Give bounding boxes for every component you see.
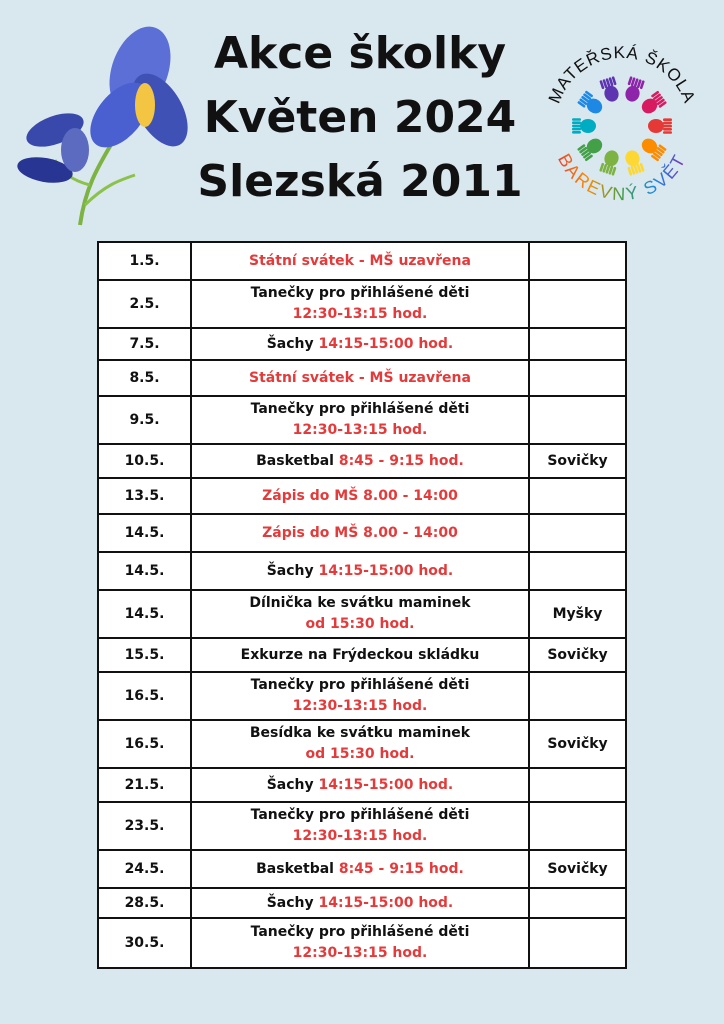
handprint-icons (572, 76, 672, 176)
svg-text:BAREVNÝ SVĚT (554, 150, 690, 204)
event-name: Tanečky pro přihlášené děti (250, 401, 470, 417)
table-row (98, 888, 626, 918)
event-group (529, 918, 626, 968)
event-name: Šachy (266, 335, 319, 352)
event-date: 16.5. (98, 672, 191, 720)
event-date: 14.5. (98, 552, 191, 590)
event-detail: 12:30-13:15 hod. (292, 945, 428, 961)
title-line-1: Akce školky (213, 28, 507, 79)
event-detail: Zápis do MŠ 8.00 - 14:00 (262, 524, 458, 541)
school-logo (538, 40, 706, 208)
event-detail: Státní svátek - MŠ uzavřena (249, 369, 471, 386)
event-cell (191, 802, 529, 850)
event-detail: 12:30-13:15 hod. (292, 698, 428, 714)
event-name: Šachy (266, 776, 319, 793)
event-name: Šachy (266, 894, 319, 911)
title-line-3: Slezská 2011 (197, 156, 523, 207)
page-title (180, 22, 540, 214)
event-name: Tanečky pro přihlášené děti (250, 677, 470, 693)
handprint-icon (639, 90, 667, 117)
event-name: Basketbal (256, 452, 339, 469)
handprint-icon (623, 148, 645, 176)
event-detail: Zápis do MŠ 8.00 - 14:00 (262, 487, 458, 504)
logo-arc-top: MATEŘSKÁ ŠKOLA (544, 42, 700, 107)
event-group (529, 328, 626, 360)
event-detail: 12:30-13:15 hod. (292, 306, 428, 322)
event-name: Dílnička ke svátku maminek (249, 595, 471, 611)
table-row (98, 242, 626, 280)
event-date: 21.5. (98, 768, 191, 802)
event-cell (191, 242, 529, 280)
event-group (529, 396, 626, 444)
event-cell (191, 638, 529, 672)
event-detail: 12:30-13:15 hod. (292, 422, 428, 438)
event-group (529, 242, 626, 280)
event-cell (191, 590, 529, 638)
event-date: 24.5. (98, 850, 191, 888)
event-date: 10.5. (98, 444, 191, 478)
table-row (98, 552, 626, 590)
event-cell (191, 514, 529, 552)
event-group (529, 360, 626, 396)
event-cell (191, 360, 529, 396)
event-date: 13.5. (98, 478, 191, 514)
table-row (98, 720, 626, 768)
event-group (529, 514, 626, 552)
handprint-icon (648, 118, 672, 133)
event-detail: 14:15-15:00 hod. (318, 776, 454, 793)
table-row (98, 514, 626, 552)
event-cell (191, 672, 529, 720)
event-detail: od 15:30 hod. (305, 616, 415, 632)
event-cell (191, 328, 529, 360)
handprint-icon (572, 118, 596, 133)
event-detail: Státní svátek - MŠ uzavřena (249, 252, 471, 269)
handprint-icon (577, 135, 605, 162)
event-cell (191, 720, 529, 768)
event-detail: 14:15-15:00 hod. (318, 335, 454, 352)
event-date: 14.5. (98, 590, 191, 638)
event-name: Tanečky pro přihlášené děti (250, 924, 470, 940)
table-row (98, 360, 626, 396)
event-name: Tanečky pro přihlášené děti (250, 807, 470, 823)
event-date: 2.5. (98, 280, 191, 328)
table-row (98, 672, 626, 720)
event-group (529, 280, 626, 328)
event-name: Besídka ke svátku maminek (249, 725, 471, 741)
event-date: 7.5. (98, 328, 191, 360)
table-row (98, 918, 626, 968)
event-cell (191, 918, 529, 968)
event-cell (191, 280, 529, 328)
event-date: 1.5. (98, 242, 191, 280)
event-date: 28.5. (98, 888, 191, 918)
event-group: Sovičky (529, 638, 626, 672)
handprint-icon (638, 135, 666, 162)
event-group: Sovičky (529, 720, 626, 768)
table-row (98, 396, 626, 444)
event-group (529, 768, 626, 802)
table-row (98, 638, 626, 672)
event-name: Šachy (266, 562, 319, 579)
title-line-2: Květen 2024 (203, 92, 517, 143)
event-cell (191, 850, 529, 888)
event-date: 23.5. (98, 802, 191, 850)
event-cell (191, 552, 529, 590)
event-group: Myšky (529, 590, 626, 638)
event-cell (191, 444, 529, 478)
event-cell (191, 768, 529, 802)
table-row (98, 850, 626, 888)
handprint-icon (577, 90, 605, 117)
event-date: 8.5. (98, 360, 191, 396)
event-group (529, 672, 626, 720)
event-name: Tanečky pro přihlášené děti (250, 285, 470, 301)
svg-text:MATEŘSKÁ ŠKOLA (545, 43, 699, 106)
event-group (529, 888, 626, 918)
event-group (529, 552, 626, 590)
event-detail: 12:30-13:15 hod. (292, 828, 428, 844)
event-group: Sovičky (529, 444, 626, 478)
events-table (97, 241, 627, 969)
event-name: Basketbal (256, 860, 339, 877)
event-detail: 8:45 - 9:15 hod. (338, 452, 464, 469)
table-row (98, 328, 626, 360)
table-row (98, 478, 626, 514)
handprint-icon (599, 148, 621, 176)
event-cell (191, 396, 529, 444)
event-detail: 14:15-15:00 hod. (318, 562, 454, 579)
event-date: 9.5. (98, 396, 191, 444)
event-date: 14.5. (98, 514, 191, 552)
event-date: 16.5. (98, 720, 191, 768)
handprint-icon (623, 76, 645, 104)
table-row (98, 444, 626, 478)
event-date: 30.5. (98, 918, 191, 968)
logo-arc-bottom: BAREVNÝ SVĚT (554, 150, 690, 205)
event-detail: 14:15-15:00 hod. (318, 894, 454, 911)
event-group (529, 802, 626, 850)
event-cell (191, 478, 529, 514)
event-name: Exkurze na Frýdeckou skládku (240, 646, 480, 663)
iris-flower-illustration (10, 10, 200, 235)
event-group: Sovičky (529, 850, 626, 888)
event-date: 15.5. (98, 638, 191, 672)
event-detail: od 15:30 hod. (305, 746, 415, 762)
event-group (529, 478, 626, 514)
table-row (98, 280, 626, 328)
table-row (98, 768, 626, 802)
event-cell (191, 888, 529, 918)
handprint-icon (599, 76, 621, 104)
event-detail: 8:45 - 9:15 hod. (338, 860, 464, 877)
table-row (98, 590, 626, 638)
table-row (98, 802, 626, 850)
